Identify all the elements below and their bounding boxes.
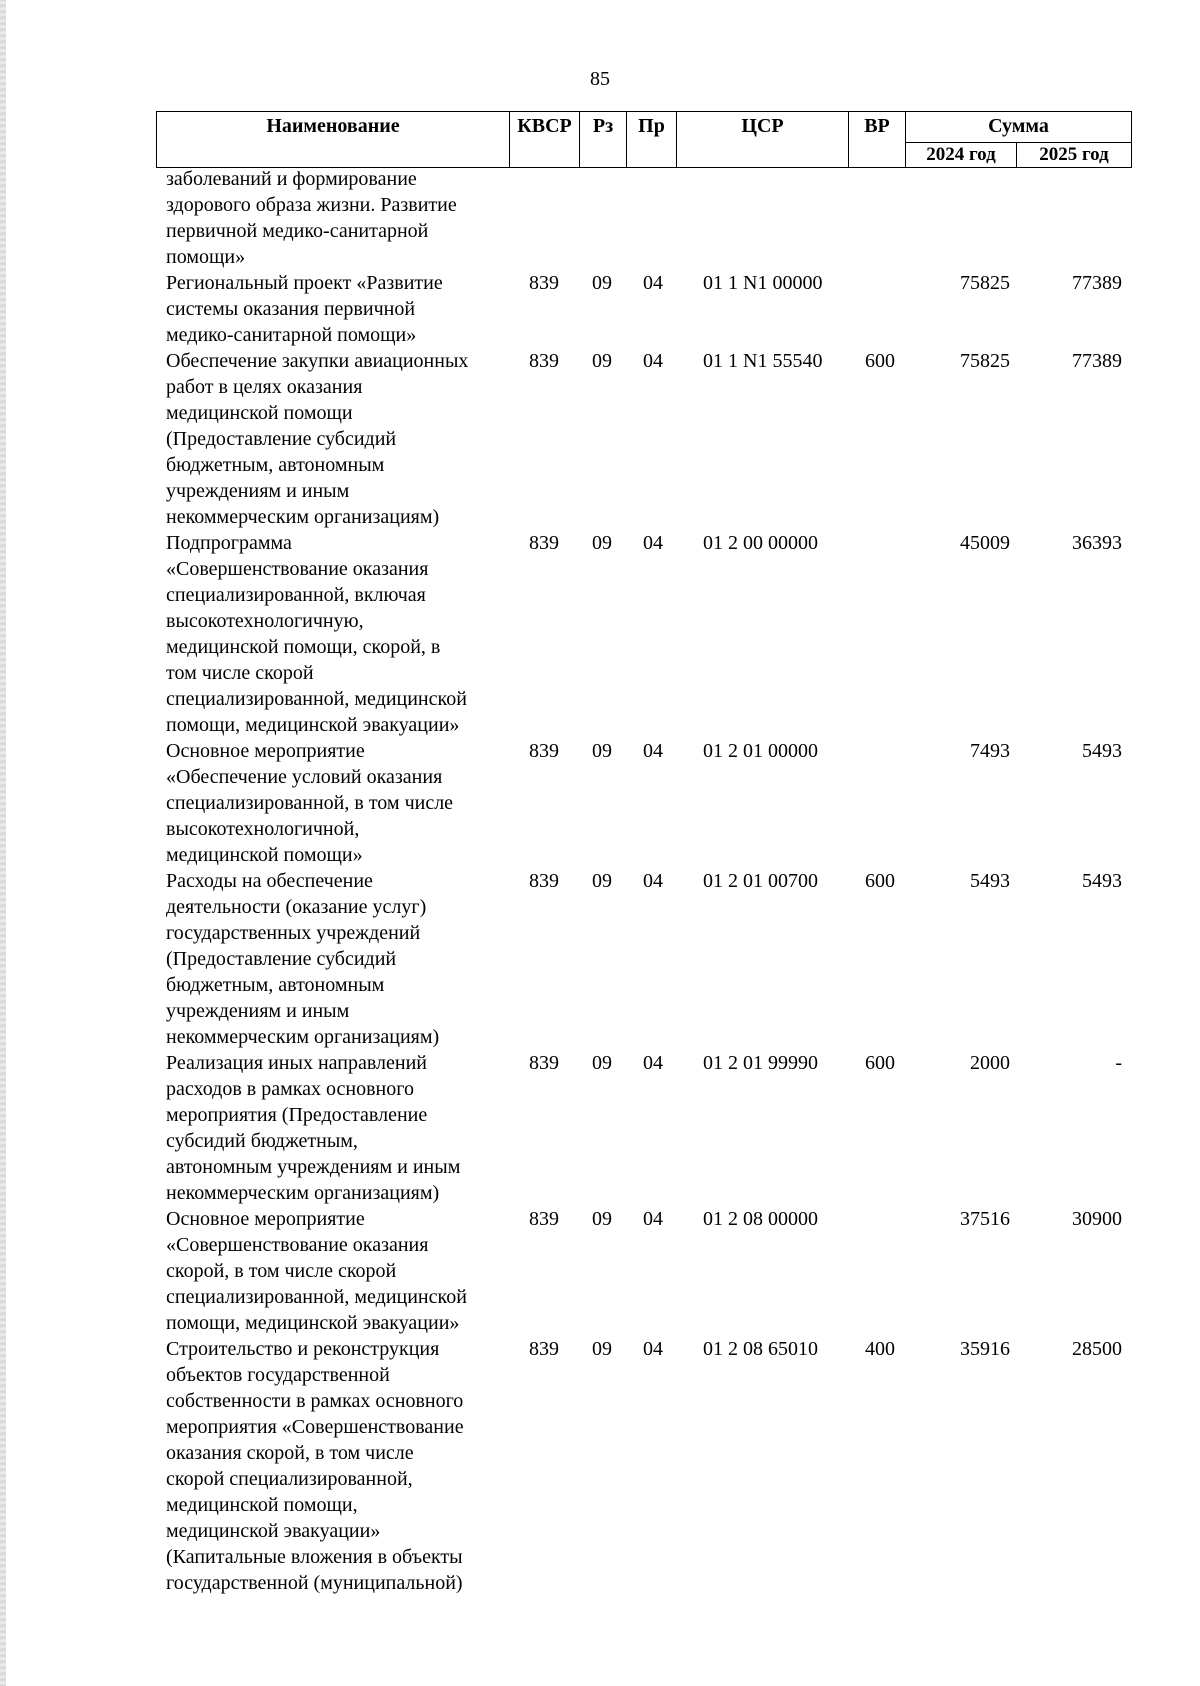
row-sum-2024: 7493 xyxy=(970,740,1010,762)
table-row xyxy=(0,738,1200,868)
row-pr: 04 xyxy=(643,350,663,372)
table-row xyxy=(0,530,1200,738)
row-sum-2024: 37516 xyxy=(960,1208,1010,1230)
header-sum-title: Сумма xyxy=(988,115,1049,137)
row-csr: 01 2 01 00700 xyxy=(703,870,818,892)
table-row xyxy=(0,1050,1200,1206)
header-year-2024: 2024 год xyxy=(906,142,1017,167)
row-rz: 09 xyxy=(592,740,612,762)
row-rz: 09 xyxy=(592,1338,612,1360)
header-sum xyxy=(906,112,1131,167)
row-sum-2024: 45009 xyxy=(960,532,1010,554)
row-pr: 04 xyxy=(643,1052,663,1074)
row-name: Основное мероприятие «Обеспечение условий оказания специализированной, в том числе высокотехнологичной, медицинской помощи» xyxy=(166,740,454,866)
row-sum-2025: 36393 xyxy=(1072,532,1122,554)
row-pr: 04 xyxy=(643,1208,663,1230)
row-kvsr: 839 xyxy=(529,350,559,372)
row-name: Основное мероприятие «Совершенствование оказания скорой, в том числе скорой специализированной, медицинской помощи, медицинской эвакуации» xyxy=(166,1208,467,1334)
row-csr: 01 2 01 00000 xyxy=(703,740,818,762)
row-pr: 04 xyxy=(643,532,663,554)
table-header xyxy=(156,111,1132,168)
row-sum-2024: 75825 xyxy=(960,350,1010,372)
row-rz: 09 xyxy=(592,532,612,554)
table-row xyxy=(0,1206,1200,1336)
row-kvsr: 839 xyxy=(529,1208,559,1230)
header-year-2025: 2025 год xyxy=(1017,142,1131,167)
table-row xyxy=(0,868,1200,1050)
row-sum-2024: 35916 xyxy=(960,1338,1010,1360)
row-kvsr: 839 xyxy=(529,870,559,892)
row-csr: 01 2 01 99990 xyxy=(703,1052,818,1074)
row-kvsr: 839 xyxy=(529,532,559,554)
page-number: 85 xyxy=(590,68,610,90)
row-name: Строительство и реконструкция объектов государственной собственности в рамках основного мероприятия «Совершенствование оказания скорой, в том числе скорой специализированной, медицинской помощи, медицинской эвакуации» (Капитальные вложения в объекты государственной (муниципальной) xyxy=(166,1338,464,1594)
table-row xyxy=(0,348,1200,530)
table-row xyxy=(0,270,1200,348)
row-csr: 01 1 N1 00000 xyxy=(703,272,823,294)
row-name: заболеваний и формирование здорового образа жизни. Развитие первичной медико-санитарной помощи» xyxy=(166,168,457,268)
row-csr: 01 2 08 00000 xyxy=(703,1208,818,1230)
table-row xyxy=(0,1336,1200,1596)
row-pr: 04 xyxy=(643,1338,663,1360)
row-name: Региональный проект «Развитие системы оказания первичной медико-санитарной помощи» xyxy=(166,272,443,346)
row-name: Расходы на обеспечение деятельности (оказание услуг) государственных учреждений (Предоставление субсидий бюджетным, автономным учреждениям и иным некоммерческим организациям) xyxy=(166,870,440,1048)
row-pr: 04 xyxy=(643,740,663,762)
header-vr: ВР xyxy=(849,112,906,167)
header-kvsr: КВСР xyxy=(510,112,580,167)
table-body xyxy=(0,166,1200,1596)
row-vr: 600 xyxy=(865,870,895,892)
row-kvsr: 839 xyxy=(529,272,559,294)
row-vr: 600 xyxy=(865,1052,895,1074)
row-kvsr: 839 xyxy=(529,1338,559,1360)
row-pr: 04 xyxy=(643,870,663,892)
row-sum-2025: 5493 xyxy=(1082,740,1122,762)
row-sum-2025: 77389 xyxy=(1072,272,1122,294)
row-vr: 400 xyxy=(865,1338,895,1360)
row-csr: 01 2 08 65010 xyxy=(703,1338,818,1360)
row-rz: 09 xyxy=(592,272,612,294)
row-kvsr: 839 xyxy=(529,740,559,762)
row-name: Подпрограмма «Совершенствование оказания специализированной, включая высокотехнологичную, медицинской помощи, скорой, в том числе скорой специализированной, медицинской помощи, медицинской эвакуации» xyxy=(166,532,467,736)
row-vr: 600 xyxy=(865,350,895,372)
row-sum-2025: 5493 xyxy=(1082,870,1122,892)
row-sum-2025: 77389 xyxy=(1072,350,1122,372)
row-kvsr: 839 xyxy=(529,1052,559,1074)
row-rz: 09 xyxy=(592,1208,612,1230)
row-sum-2024: 2000 xyxy=(970,1052,1010,1074)
row-name: Обеспечение закупки авиационных работ в целях оказания медицинской помощи (Предоставление субсидий бюджетным, автономным учреждениям и иным некоммерческим организациям) xyxy=(166,350,469,528)
row-csr: 01 1 N1 55540 xyxy=(703,350,823,372)
row-rz: 09 xyxy=(592,870,612,892)
header-rz: Рз xyxy=(580,112,627,167)
header-csr: ЦСР xyxy=(677,112,849,167)
table-row xyxy=(0,166,1200,270)
row-sum-2024: 75825 xyxy=(960,272,1010,294)
row-sum-2025: - xyxy=(1115,1052,1122,1074)
row-csr: 01 2 00 00000 xyxy=(703,532,818,554)
row-sum-2025: 30900 xyxy=(1072,1208,1122,1230)
header-pr: Пр xyxy=(627,112,677,167)
row-sum-2025: 28500 xyxy=(1072,1338,1122,1360)
row-pr: 04 xyxy=(643,272,663,294)
header-name: Наименование xyxy=(157,112,510,167)
row-rz: 09 xyxy=(592,350,612,372)
row-rz: 09 xyxy=(592,1052,612,1074)
row-sum-2024: 5493 xyxy=(970,870,1010,892)
row-name: Реализация иных направлений расходов в рамках основного мероприятия (Предоставление субсидий бюджетным, автономным учреждениям и иным некоммерческим организациям) xyxy=(166,1052,461,1204)
